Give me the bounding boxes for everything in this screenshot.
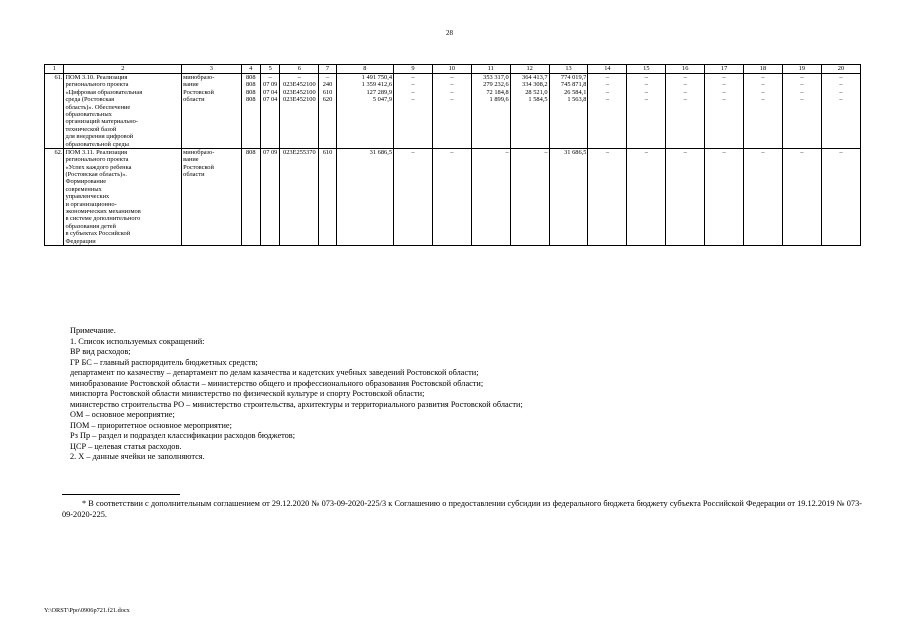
column-header: 14: [588, 65, 627, 74]
column-header: 8: [336, 65, 393, 74]
year-col: [432, 148, 471, 245]
footnote-divider: [62, 494, 180, 495]
executor-line: Ростовской: [183, 88, 214, 96]
year-col-value: –: [839, 88, 843, 96]
csr-value: 023Е452100: [283, 96, 316, 104]
event-name-line: управленческих: [65, 193, 110, 201]
year-col-value: –: [761, 88, 765, 96]
event-name-line: и организационно-: [65, 200, 117, 208]
event-name-line: для внедрения цифровой: [65, 133, 134, 141]
executor-line: Ростовской: [183, 163, 214, 171]
year-col-value: –: [644, 96, 648, 104]
header-row: [45, 65, 861, 74]
year-col-value: 364 413,7: [522, 74, 548, 81]
year-col-value: –: [839, 96, 843, 104]
year-col: [471, 74, 510, 149]
rzpr-value: 07 09: [263, 81, 278, 89]
year-col: [394, 74, 433, 149]
year-col: [666, 148, 705, 245]
table-row: [45, 148, 861, 245]
column-header: 4: [241, 65, 260, 74]
year-col-value: –: [839, 148, 843, 156]
year-col-value: –: [839, 81, 843, 89]
event-name-line: (Ростовская область)».: [65, 171, 128, 179]
budget-table: [44, 64, 861, 246]
year-col: [821, 148, 860, 245]
year-col: [705, 74, 744, 149]
row-number: 62.: [45, 148, 64, 245]
page-number: 28: [446, 29, 453, 37]
column-header: 13: [549, 65, 588, 74]
year-col-value: –: [605, 81, 610, 89]
csr-value: 023Е452100: [283, 88, 316, 96]
year-col: [471, 148, 510, 245]
csr-value: 023Е452100: [283, 81, 316, 89]
year-col-value: –: [800, 81, 804, 89]
vr: [319, 74, 336, 149]
column-header: 7: [319, 65, 336, 74]
year-col-value: 774 019,7: [560, 74, 587, 81]
event-name-line: ПОМ 3.10. Реализация: [65, 74, 128, 81]
executor-line: области: [183, 96, 205, 104]
column-header: 2: [64, 65, 182, 74]
year-col-value: –: [644, 148, 648, 156]
year-col-value: –: [644, 81, 648, 89]
grbs: [241, 74, 260, 149]
event-name-line: ПОМ 3.11. Реализация: [65, 148, 128, 156]
year-col-value: 72 184,8: [486, 88, 509, 96]
year-col-value: –: [722, 88, 726, 96]
event-name-line: технической базой: [65, 125, 117, 133]
note-line: 2. Х – данные ячейки не заполняются.: [70, 452, 205, 461]
grbs-value: 808: [245, 88, 256, 96]
year-col-value: 353 317,0: [483, 74, 509, 81]
column-header: 9: [394, 65, 433, 74]
event-name-line: регионального проекта: [65, 156, 129, 164]
csr: [280, 74, 319, 149]
executor: [182, 148, 241, 245]
row-number: 61.: [45, 74, 64, 149]
vr-value: 240: [322, 81, 333, 89]
year-col: [744, 74, 783, 149]
total: [336, 148, 393, 245]
year-col: [510, 74, 549, 149]
event-name-line: экономических механизмов: [65, 208, 141, 216]
year-col-value: –: [605, 96, 610, 104]
year-col-value: –: [800, 74, 804, 81]
notes-title: Примечание.: [70, 326, 116, 335]
notes-block: [70, 326, 870, 463]
note-line: минобразование Ростовской области – министерство общего и профессионального образования Ростовской области;: [70, 378, 484, 388]
year-col-value: –: [450, 74, 454, 81]
year-col-value: –: [450, 96, 454, 104]
year-col-value: 1 584,5: [528, 96, 548, 104]
rzpr-value: 07 04: [263, 96, 278, 104]
year-col-value: –: [722, 148, 726, 156]
year-col-value: –: [411, 88, 415, 96]
executor: [182, 74, 241, 149]
year-col: [549, 74, 588, 149]
year-col-value: –: [411, 96, 415, 104]
year-col: [510, 148, 549, 245]
vr: [319, 148, 336, 245]
year-col-value: –: [450, 81, 454, 89]
year-col: [705, 148, 744, 245]
column-header: 19: [782, 65, 821, 74]
year-col-value: 28 521,0: [525, 88, 548, 96]
note-line: ВР вид расходов;: [70, 347, 131, 356]
year-col-value: –: [722, 96, 726, 104]
year-col-value: –: [683, 148, 687, 156]
note-line: ЦСР – целевая статья расходов.: [70, 441, 182, 451]
note-line: департамент по казачеству – департамент по делам казачества и кадетских учебных заведений Ростовской области;: [70, 368, 479, 377]
rzpr-value: 07 04: [263, 88, 278, 96]
notes-lines: [70, 337, 870, 463]
total-value: 127 289,9: [366, 88, 393, 96]
year-col-value: –: [605, 88, 610, 96]
event-name-line: «Цифровая образовательная: [65, 88, 143, 96]
grbs-value: 808: [245, 148, 256, 156]
rzpr: [260, 148, 279, 245]
year-col-value: 26 584,1: [564, 88, 587, 96]
column-header: 11: [471, 65, 510, 74]
vr-value: 620: [322, 96, 333, 104]
event-name: [64, 148, 182, 245]
total: [336, 74, 393, 149]
year-col-value: –: [544, 148, 548, 156]
event-name-line: образовательных: [65, 110, 112, 118]
year-col-value: –: [683, 74, 687, 81]
event-name-line: образования детей: [65, 222, 116, 230]
total-value: 1 359 412,6: [361, 81, 393, 89]
year-col: [549, 148, 588, 245]
note-line: Рз Пр – раздел и подраздел классификации расходов бюджетов;: [70, 431, 296, 440]
year-col-value: 279 232,6: [483, 81, 509, 89]
year-col-value: –: [761, 148, 765, 156]
year-col: [588, 74, 627, 149]
column-header: 18: [744, 65, 783, 74]
file-path: Y:\ORST\Ppo\0906p721.f21.docx: [44, 607, 130, 614]
event-name-line: организаций материально-: [65, 118, 138, 126]
year-col-value: –: [605, 74, 610, 81]
column-header: 1: [45, 65, 64, 74]
event-name-line: область)». Обеспечение: [65, 103, 131, 111]
year-col-value: –: [761, 81, 765, 89]
year-col: [394, 148, 433, 245]
column-header: 20: [821, 65, 860, 74]
csr-value: 023Е255370: [283, 148, 316, 156]
year-col: [782, 148, 821, 245]
year-col-value: –: [683, 81, 687, 89]
year-col-value: –: [505, 148, 509, 156]
year-col-value: 1 899,6: [489, 96, 509, 104]
year-col-value: –: [722, 81, 726, 89]
note-line: ПОМ – приоритетное основное мероприятие;: [70, 420, 232, 430]
rzpr-value: 07 09: [263, 148, 278, 156]
column-header: 16: [666, 65, 705, 74]
year-col-value: –: [605, 148, 610, 156]
column-header: 12: [510, 65, 549, 74]
event-name-line: образовательной среды: [65, 140, 129, 148]
year-col-value: –: [683, 96, 687, 104]
event-name-line: в системе дополнительного: [65, 215, 141, 223]
executor-line: области: [183, 171, 205, 179]
year-col-value: –: [683, 88, 687, 96]
rzpr-value: –: [268, 74, 272, 81]
event-name-line: «Успех каждого ребенка: [65, 163, 132, 171]
column-header: 6: [280, 65, 319, 74]
table-row: [45, 74, 861, 149]
event-name-line: регионального проекта: [65, 81, 129, 89]
vr-value: 610: [322, 88, 333, 96]
year-col-value: –: [800, 96, 804, 104]
year-col: [432, 74, 471, 149]
event-name-line: Формирование: [65, 178, 107, 186]
event-name: [64, 74, 182, 149]
executor-line: вание: [183, 156, 199, 164]
year-col-value: –: [411, 81, 415, 89]
column-header: 10: [432, 65, 471, 74]
total-value: 5 047,9: [372, 96, 393, 104]
event-name-line: в субъектах Российской: [65, 230, 131, 238]
executor-line: вание: [183, 81, 199, 89]
year-col-value: –: [644, 88, 648, 96]
year-col: [588, 148, 627, 245]
executor-line: минобразо-: [183, 74, 215, 81]
year-col-value: –: [800, 88, 804, 96]
total-value: 1 491 750,4: [361, 74, 393, 81]
grbs-value: 808: [245, 74, 256, 81]
grbs-value: 808: [245, 96, 256, 104]
note-line: ГР БС – главный распорядитель бюджетных средств;: [70, 357, 258, 367]
year-col-value: –: [644, 74, 648, 81]
vr-value: 610: [322, 148, 333, 156]
year-col-value: –: [450, 148, 454, 156]
total-value: 31 686,5: [369, 148, 393, 156]
year-col-value: –: [722, 74, 726, 81]
column-header: 15: [627, 65, 666, 74]
grbs-value: 808: [245, 81, 256, 89]
column-header: 5: [260, 65, 279, 74]
event-name-line: среда (Ростовская: [65, 96, 115, 104]
note-line: ОМ – основное мероприятие;: [70, 410, 175, 419]
event-name-line: современных: [65, 185, 102, 193]
year-col-value: –: [800, 148, 804, 156]
note-line: 1. Список используемых сокращений:: [70, 336, 205, 346]
footnote-text: * В соответствии с дополнительным соглашением от 29.12.2020 № 073-09-2020-225/3 к Соглашению о предоставлении субсидии из федерального бюджета бюджету субъекта Российской Федерации от 19.12.2019 № 073-09-2020-225.: [62, 499, 862, 519]
column-header: 3: [182, 65, 241, 74]
footnote: [62, 498, 862, 520]
year-col-value: –: [761, 74, 765, 81]
note-line: минспорта Ростовской области министерство по физической культуре и спорту Ростовской области;: [70, 389, 425, 398]
column-header: 17: [705, 65, 744, 74]
year-col: [666, 74, 705, 149]
vr-value: –: [325, 74, 330, 81]
year-col-value: 334 308,2: [522, 81, 548, 89]
year-col-value: 1 563,8: [567, 96, 587, 104]
year-col-value: –: [839, 74, 843, 81]
year-col: [782, 74, 821, 149]
year-col: [627, 74, 666, 149]
event-name-line: Федерации: [65, 237, 96, 245]
year-col-value: –: [761, 96, 765, 104]
note-line: министерство строительства РО – министерство строительства, архитектуры и территориального развития Ростовской области;: [70, 399, 523, 409]
executor-line: минобразо-: [183, 148, 215, 156]
year-col-value: –: [450, 88, 454, 96]
csr-value: –: [297, 74, 301, 81]
year-col-value: –: [411, 148, 415, 156]
grbs: [241, 148, 260, 245]
year-col: [821, 74, 860, 149]
year-col-value: 31 686,5: [564, 148, 587, 156]
year-col-value: –: [411, 74, 415, 81]
csr: [280, 148, 319, 245]
year-col: [744, 148, 783, 245]
year-col: [627, 148, 666, 245]
year-col-value: 745 871,8: [560, 81, 587, 89]
rzpr: [260, 74, 279, 149]
